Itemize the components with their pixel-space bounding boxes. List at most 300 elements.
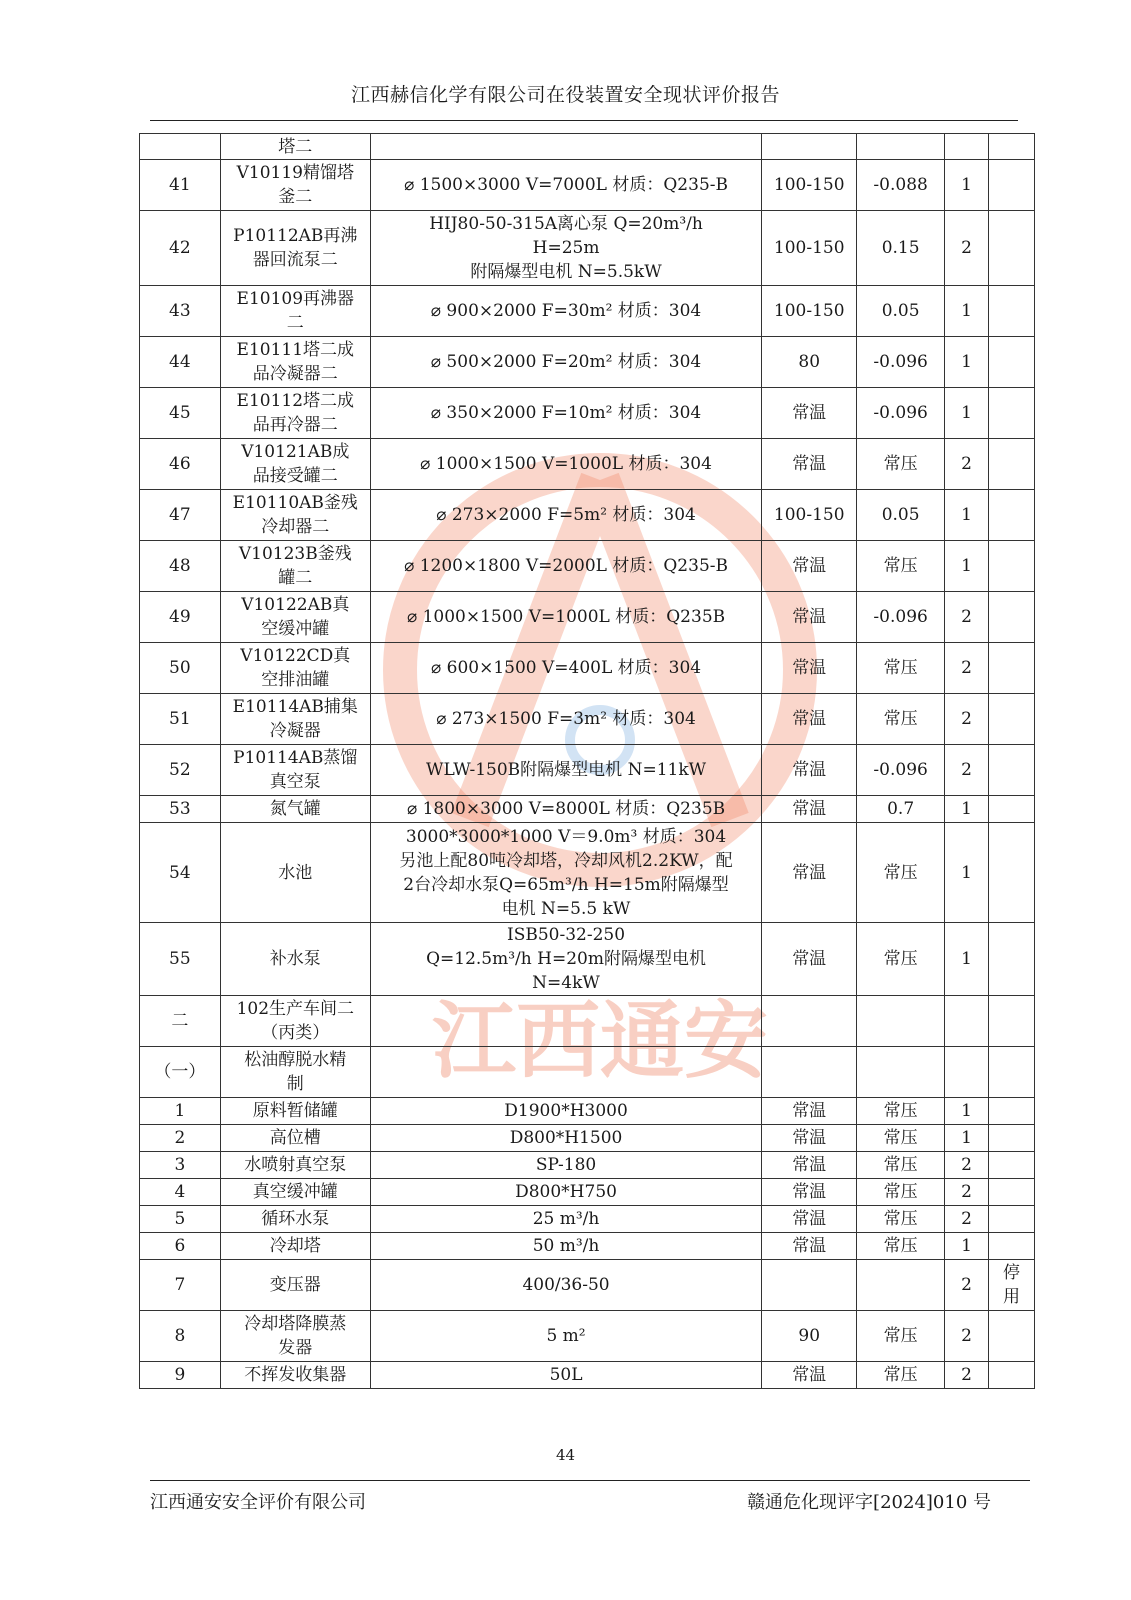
cell-press <box>857 1098 945 1125</box>
cell-press-text: 常压 <box>883 556 918 576</box>
cell-qty-text: 1 <box>961 949 972 969</box>
cell-temp-text: 常温 <box>792 1101 827 1121</box>
cell-spec-text: 3000*3000*1000 V＝9.0m³ 材质：304 另池上配80吨冷却塔，冷却风机2.2KW，配 2台冷却水泵Q=65m³/h H=15m附隔爆型 电机 N=5.5 kW <box>399 826 733 919</box>
cell-qty <box>945 996 989 1047</box>
cell-qty-text: 2 <box>961 1365 972 1385</box>
cell-press <box>857 996 945 1047</box>
cell-temp-text: 常温 <box>792 403 827 423</box>
cell-temp-text: 常温 <box>792 1209 827 1229</box>
cell-name-text: 不挥发收集器 <box>244 1365 347 1385</box>
cell-qty <box>945 643 989 694</box>
cell-press-text: 0.7 <box>887 799 915 819</box>
table-row <box>140 1260 1035 1311</box>
cell-name <box>220 643 370 694</box>
cell-name <box>220 160 370 211</box>
cell-qty <box>945 541 989 592</box>
cell-note <box>988 1260 1034 1311</box>
cell-spec-text: ⌀ 900×2000 F=30m² 材质：304 <box>430 301 702 321</box>
cell-press <box>857 337 945 388</box>
cell-name-text: E10111塔二成 品冷凝器二 <box>236 340 355 384</box>
cell-note <box>988 388 1034 439</box>
watermark-text: 江西通安 <box>431 992 769 1090</box>
cell-spec <box>370 996 761 1047</box>
cell-temp-text: 常温 <box>792 658 827 678</box>
cell-press <box>857 388 945 439</box>
cell-spec-text: 25 m³/h <box>532 1209 600 1229</box>
table-row <box>140 694 1035 745</box>
cell-note <box>988 796 1034 823</box>
cell-no <box>140 643 221 694</box>
cell-note <box>988 337 1034 388</box>
cell-no-text: 41 <box>169 175 191 195</box>
table-row <box>140 1047 1035 1098</box>
cell-name <box>220 1233 370 1260</box>
cell-note <box>988 134 1034 160</box>
table-row <box>140 490 1035 541</box>
cell-no-text: 48 <box>169 556 191 576</box>
cell-qty-text: 1 <box>961 1236 972 1256</box>
cell-spec <box>370 643 761 694</box>
cell-name-text: E10114AB捕集 冷凝器 <box>232 697 358 741</box>
table-row <box>140 1206 1035 1233</box>
cell-note <box>988 1362 1034 1389</box>
cell-temp-text: 常温 <box>792 1128 827 1148</box>
cell-name <box>220 1098 370 1125</box>
cell-note <box>988 286 1034 337</box>
cell-qty-text: 1 <box>961 799 972 819</box>
cell-note <box>988 592 1034 643</box>
cell-spec-text: ⌀ 600×1500 V=400L 材质：304 <box>430 658 702 678</box>
cell-no <box>140 1098 221 1125</box>
table-row <box>140 592 1035 643</box>
table-row <box>140 134 1035 160</box>
cell-qty <box>945 439 989 490</box>
cell-no-text: 7 <box>174 1275 186 1295</box>
cell-press <box>857 1125 945 1152</box>
cell-temp <box>762 823 857 923</box>
cell-no <box>140 541 221 592</box>
cell-temp <box>762 1098 857 1125</box>
table-row <box>140 996 1035 1047</box>
cell-name <box>220 694 370 745</box>
cell-spec-text: 400/36-50 <box>522 1275 610 1295</box>
cell-temp <box>762 134 857 160</box>
cell-note <box>988 996 1034 1047</box>
cell-spec-text: WLW-150B附隔爆型电机 N=11kW <box>425 760 707 780</box>
footer-company: 江西通安安全评价有限公司 <box>150 1492 366 1513</box>
table-row <box>140 1362 1035 1389</box>
cell-press-text: 常压 <box>883 454 918 474</box>
cell-temp <box>762 439 857 490</box>
cell-no <box>140 1206 221 1233</box>
cell-no-text: 42 <box>169 238 191 258</box>
cell-no <box>140 1233 221 1260</box>
cell-spec-text: D800*H1500 <box>509 1128 623 1148</box>
cell-qty <box>945 1125 989 1152</box>
cell-qty-text: 1 <box>961 352 972 372</box>
cell-press-text: 常压 <box>883 1155 918 1175</box>
cell-qty <box>945 1098 989 1125</box>
cell-spec-text: ⌀ 350×2000 F=10m² 材质：304 <box>430 403 702 423</box>
cell-temp <box>762 592 857 643</box>
cell-no <box>140 134 221 160</box>
cell-temp <box>762 490 857 541</box>
cell-name <box>220 286 370 337</box>
cell-temp-text: 常温 <box>792 862 827 883</box>
cell-no-text: 1 <box>174 1101 186 1121</box>
table-row <box>140 745 1035 796</box>
cell-spec-text: HIJ80-50-315A离心泵 Q=20m³/h H=25m 附隔爆型电机 N=5.5kW <box>429 214 703 282</box>
cell-no <box>140 823 221 923</box>
cell-spec <box>370 286 761 337</box>
cell-press <box>857 286 945 337</box>
cell-qty <box>945 134 989 160</box>
cell-spec <box>370 1233 761 1260</box>
cell-name <box>220 439 370 490</box>
cell-qty-text: 2 <box>961 1209 972 1229</box>
cell-no <box>140 1125 221 1152</box>
cell-no-text: 54 <box>169 862 191 883</box>
cell-qty-text: 1 <box>961 1101 972 1121</box>
table-row <box>140 211 1035 286</box>
cell-no <box>140 1047 221 1098</box>
cell-no-text: 44 <box>169 352 191 372</box>
cell-spec <box>370 337 761 388</box>
cell-no-text: 4 <box>174 1182 186 1202</box>
cell-no <box>140 592 221 643</box>
cell-name-text: V10122AB真 空缓冲罐 <box>241 595 350 639</box>
cell-spec-text: 5 m² <box>546 1326 586 1346</box>
cell-temp <box>762 796 857 823</box>
cell-spec <box>370 211 761 286</box>
cell-spec-text: D1900*H3000 <box>504 1101 628 1121</box>
cell-name-text: 原料暂储罐 <box>252 1101 338 1121</box>
cell-name <box>220 1362 370 1389</box>
cell-no <box>140 337 221 388</box>
cell-press <box>857 1152 945 1179</box>
cell-temp <box>762 1311 857 1362</box>
cell-qty-text: 2 <box>961 1326 972 1346</box>
cell-spec-text: ⌀ 1200×1800 V=2000L 材质：Q235-B <box>404 556 728 576</box>
cell-name-text: 冷却塔降膜蒸 发器 <box>244 1314 347 1358</box>
cell-spec-text: ⌀ 273×1500 F=3m² 材质：304 <box>436 709 696 729</box>
cell-temp <box>762 643 857 694</box>
cell-qty <box>945 1362 989 1389</box>
cell-name-text: 补水泵 <box>269 949 321 969</box>
cell-temp <box>762 286 857 337</box>
cell-spec <box>370 1179 761 1206</box>
cell-qty-text: 2 <box>961 1182 972 1202</box>
cell-qty-text: 2 <box>961 1275 972 1295</box>
cell-no-text: 6 <box>174 1236 186 1256</box>
table-row <box>140 541 1035 592</box>
cell-spec <box>370 388 761 439</box>
cell-temp <box>762 160 857 211</box>
cell-name-text: 102生产车间二 （丙类） <box>236 999 355 1043</box>
cell-qty-text: 2 <box>961 760 972 780</box>
cell-spec <box>370 592 761 643</box>
cell-press-text: 常压 <box>883 862 918 883</box>
cell-spec <box>370 1362 761 1389</box>
cell-temp-text: 常温 <box>792 760 827 780</box>
cell-note <box>988 211 1034 286</box>
cell-temp <box>762 996 857 1047</box>
cell-press <box>857 1179 945 1206</box>
cell-name <box>220 1152 370 1179</box>
cell-spec <box>370 1125 761 1152</box>
cell-press-text: 常压 <box>883 1128 918 1148</box>
cell-spec <box>370 745 761 796</box>
cell-press <box>857 745 945 796</box>
cell-temp <box>762 1152 857 1179</box>
cell-spec <box>370 1047 761 1098</box>
cell-qty-text: 2 <box>961 658 972 678</box>
cell-qty <box>945 592 989 643</box>
cell-no <box>140 923 221 996</box>
cell-temp-text: 常温 <box>792 1236 827 1256</box>
cell-no-text: 8 <box>174 1326 186 1346</box>
cell-note-text: 停 用 <box>1002 1263 1020 1307</box>
cell-no <box>140 796 221 823</box>
cell-no-text: 43 <box>169 301 191 321</box>
cell-temp <box>762 541 857 592</box>
header-divider <box>150 120 1018 121</box>
cell-name <box>220 796 370 823</box>
table-row <box>140 923 1035 996</box>
cell-no-text: 2 <box>174 1128 186 1148</box>
cell-name-text: 氮气罐 <box>269 799 321 819</box>
cell-name-text: 塔二 <box>278 136 313 157</box>
cell-name <box>220 388 370 439</box>
cell-name <box>220 823 370 923</box>
cell-note <box>988 745 1034 796</box>
cell-spec <box>370 823 761 923</box>
cell-spec-text: ⌀ 500×2000 F=20m² 材质：304 <box>430 352 702 372</box>
cell-note <box>988 643 1034 694</box>
cell-no-text: 45 <box>169 403 191 423</box>
cell-name-text: V10121AB成 品接受罐二 <box>241 442 350 486</box>
cell-no <box>140 1311 221 1362</box>
cell-temp <box>762 1233 857 1260</box>
cell-note <box>988 160 1034 211</box>
cell-no-text: 49 <box>169 607 191 627</box>
cell-name-text: 高位槽 <box>269 1128 321 1148</box>
cell-note <box>988 1311 1034 1362</box>
cell-note <box>988 490 1034 541</box>
cell-press <box>857 592 945 643</box>
cell-note <box>988 541 1034 592</box>
cell-qty <box>945 211 989 286</box>
cell-qty <box>945 1206 989 1233</box>
cell-name-text: V10122CD真 空排油罐 <box>240 646 351 690</box>
cell-qty <box>945 745 989 796</box>
cell-temp <box>762 388 857 439</box>
cell-no <box>140 439 221 490</box>
table-row <box>140 388 1035 439</box>
cell-qty-text: 2 <box>961 607 972 627</box>
cell-press-text: 常压 <box>883 1326 918 1346</box>
cell-press <box>857 211 945 286</box>
cell-qty-text: 1 <box>961 862 972 883</box>
cell-no <box>140 1260 221 1311</box>
cell-note <box>988 1206 1034 1233</box>
cell-name <box>220 337 370 388</box>
cell-press-text: 常压 <box>883 1365 918 1385</box>
cell-temp-text: 90 <box>798 1326 821 1346</box>
cell-press-text: 常压 <box>883 1236 918 1256</box>
cell-name <box>220 1047 370 1098</box>
cell-no-text: 47 <box>169 505 191 525</box>
cell-name-text: 水池 <box>278 862 313 883</box>
table-row <box>140 1125 1035 1152</box>
cell-name-text: 循环水泵 <box>261 1209 330 1229</box>
cell-qty <box>945 694 989 745</box>
footer-doc-code: 赣通危化现评字[2024]010 号 <box>747 1492 991 1513</box>
cell-press-text: -0.096 <box>873 607 928 627</box>
cell-temp <box>762 1362 857 1389</box>
cell-no-text: 53 <box>169 799 191 819</box>
cell-spec <box>370 541 761 592</box>
cell-name-text: 松油醇脱水精 制 <box>244 1050 347 1094</box>
cell-qty-text: 2 <box>961 454 972 474</box>
cell-press-text: 常压 <box>883 1101 918 1121</box>
table-row <box>140 823 1035 923</box>
cell-press <box>857 1206 945 1233</box>
cell-name-text: 冷却塔 <box>269 1236 321 1256</box>
cell-press-text: 常压 <box>883 949 918 969</box>
cell-temp <box>762 923 857 996</box>
cell-temp <box>762 337 857 388</box>
cell-qty-text: 1 <box>961 175 972 195</box>
table-row <box>140 643 1035 694</box>
cell-press-text: 常压 <box>883 709 918 729</box>
cell-spec-text: ⌀ 1000×1500 V=1000L 材质：Q235B <box>406 607 726 627</box>
cell-name-text: 真空缓冲罐 <box>252 1182 338 1202</box>
cell-qty <box>945 1233 989 1260</box>
table-row <box>140 1098 1035 1125</box>
cell-press-text: -0.096 <box>873 403 928 423</box>
cell-qty-text: 2 <box>961 1155 972 1175</box>
cell-name-text: 变压器 <box>269 1275 321 1295</box>
cell-note <box>988 823 1034 923</box>
cell-note <box>988 1098 1034 1125</box>
cell-qty <box>945 1311 989 1362</box>
equipment-table-body <box>140 134 1035 1389</box>
cell-spec-text: 50 m³/h <box>532 1236 600 1256</box>
cell-qty-text: 2 <box>961 709 972 729</box>
cell-no-text: 5 <box>174 1209 186 1229</box>
cell-press <box>857 1260 945 1311</box>
cell-spec-text: ⌀ 273×2000 F=5m² 材质：304 <box>436 505 696 525</box>
cell-spec-text: SP-180 <box>535 1155 597 1175</box>
cell-name-text: E10112塔二成 品再冷器二 <box>236 391 355 435</box>
cell-temp-text: 常温 <box>792 1365 827 1385</box>
cell-no-text: 二 <box>171 1011 189 1031</box>
cell-press-text: 0.05 <box>881 505 920 525</box>
cell-qty-text: 1 <box>961 505 972 525</box>
cell-qty <box>945 796 989 823</box>
cell-note <box>988 1047 1034 1098</box>
cell-qty <box>945 1260 989 1311</box>
cell-spec <box>370 1152 761 1179</box>
table-row <box>140 1179 1035 1206</box>
cell-temp <box>762 1206 857 1233</box>
cell-press-text: 常压 <box>883 658 918 678</box>
table-row <box>140 286 1035 337</box>
table-row <box>140 337 1035 388</box>
cell-spec-text: ⌀ 1800×3000 V=8000L 材质：Q235B <box>406 799 726 819</box>
cell-temp-text: 常温 <box>792 799 827 819</box>
cell-spec-text: D800*H750 <box>515 1182 617 1202</box>
cell-name <box>220 1206 370 1233</box>
cell-name-text: V10119精馏塔 釜二 <box>236 163 354 207</box>
cell-spec-text: ISB50-32-250 Q=12.5m³/h H=20m附隔爆型电机 N=4kW <box>426 925 706 993</box>
cell-no-text: 51 <box>169 709 191 729</box>
cell-note <box>988 1125 1034 1152</box>
cell-press <box>857 1233 945 1260</box>
cell-temp-text: 100-150 <box>773 175 845 195</box>
cell-temp-text: 100-150 <box>773 238 845 258</box>
cell-press-text: -0.096 <box>873 352 928 372</box>
cell-spec <box>370 439 761 490</box>
cell-spec <box>370 1260 761 1311</box>
cell-temp-text: 常温 <box>792 556 827 576</box>
cell-spec <box>370 796 761 823</box>
table-row <box>140 1152 1035 1179</box>
cell-temp-text: 80 <box>798 352 821 372</box>
table-row <box>140 1233 1035 1260</box>
cell-temp <box>762 211 857 286</box>
footer-divider <box>150 1480 1030 1481</box>
cell-temp <box>762 1125 857 1152</box>
cell-no <box>140 996 221 1047</box>
cell-temp <box>762 694 857 745</box>
cell-press-text: -0.088 <box>873 175 928 195</box>
cell-press <box>857 1047 945 1098</box>
cell-press <box>857 160 945 211</box>
equipment-table <box>139 133 1035 1389</box>
cell-note <box>988 1233 1034 1260</box>
cell-temp-text: 常温 <box>792 454 827 474</box>
cell-press <box>857 541 945 592</box>
cell-name <box>220 1260 370 1311</box>
cell-press-text: 0.05 <box>881 301 920 321</box>
cell-name <box>220 541 370 592</box>
cell-press <box>857 490 945 541</box>
cell-press <box>857 1311 945 1362</box>
cell-name <box>220 745 370 796</box>
cell-name <box>220 592 370 643</box>
cell-note <box>988 1152 1034 1179</box>
cell-spec-text: ⌀ 1500×3000 V=7000L 材质：Q235-B <box>404 175 728 195</box>
cell-name-text: V10123B釜残 罐二 <box>238 544 352 588</box>
cell-temp-text: 100-150 <box>773 301 845 321</box>
cell-spec <box>370 1311 761 1362</box>
cell-qty <box>945 1152 989 1179</box>
page-number: 44 <box>555 1446 576 1464</box>
cell-spec-text: ⌀ 1000×1500 V=1000L 材质：304 <box>420 454 712 474</box>
cell-no <box>140 286 221 337</box>
table-row <box>140 796 1035 823</box>
cell-qty <box>945 1179 989 1206</box>
cell-no-text: 52 <box>169 760 191 780</box>
cell-no <box>140 490 221 541</box>
cell-press <box>857 643 945 694</box>
cell-spec <box>370 160 761 211</box>
cell-no <box>140 694 221 745</box>
cell-qty-text: 1 <box>961 301 972 321</box>
cell-qty-text: 1 <box>961 556 972 576</box>
